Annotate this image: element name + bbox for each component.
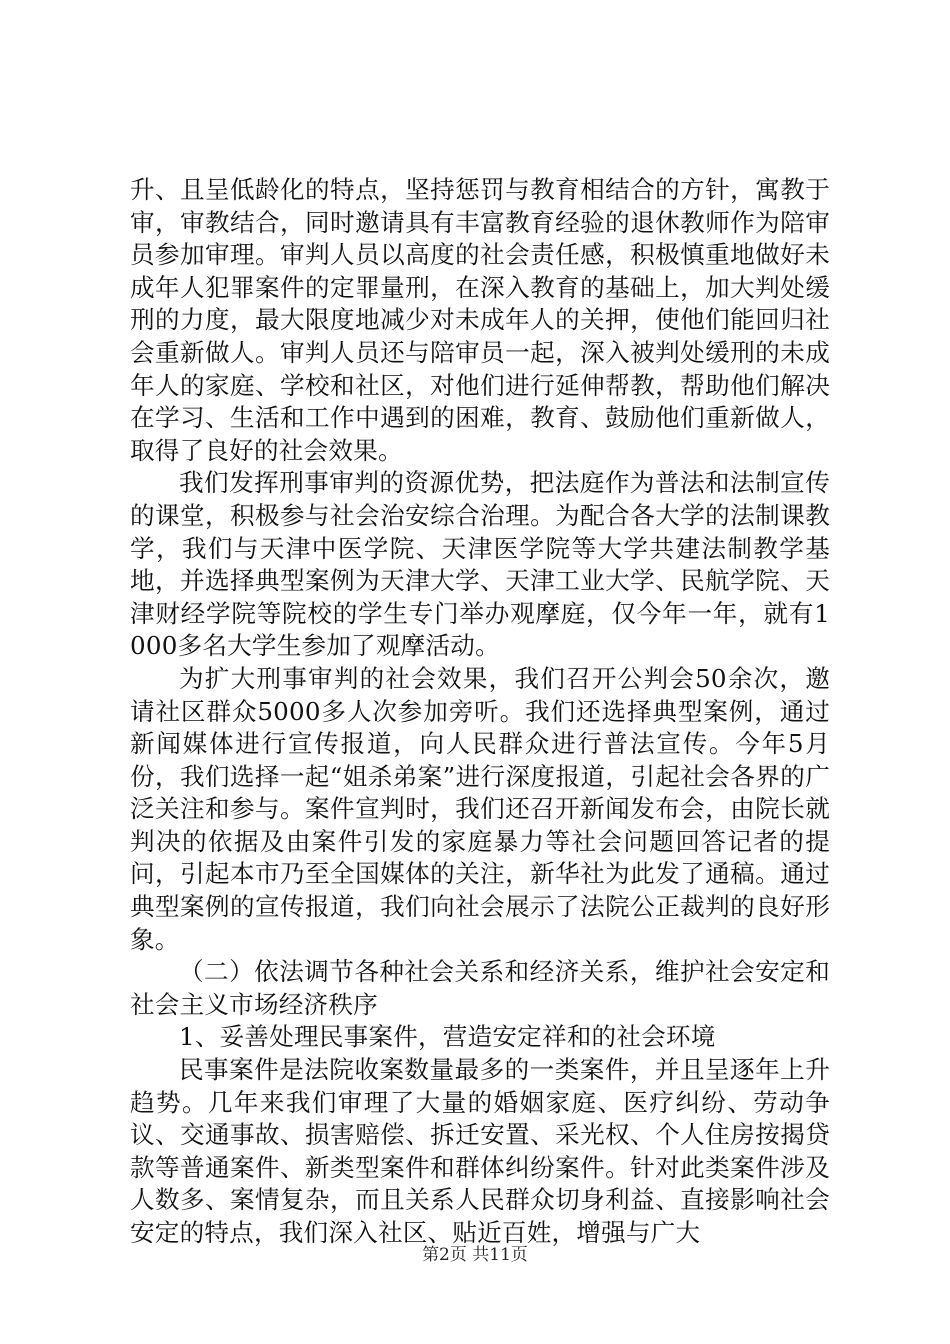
paragraph-public-trials: 为扩大刑事审判的社会效果，我们召开公判会50余次，邀请社区群众5000多人次参加旁听。我们还选择典型案例，通过新闻媒体进行宣传报道，向人民群众进行普法宣传。今年5月份，我们选择一起“姐杀弟案”进行深度报道，引起社会各界的广泛关注和参与。案件宣判时，我们还召开新闻发布会，由院长就判决的依据及由案件引发的家庭暴力等社会问题回答记者的提问，引起本市乃至全国媒体的关注，新华社为此发了通稿。通过典型案例的宣传报道，我们向社会展示了法院公正裁判的良好形象。 xyxy=(130,663,830,954)
subsection-heading: 1、妥善处理民事案件，营造安定祥和的社会环境 xyxy=(179,1022,716,1052)
paragraph-continuation: 升、且呈低龄化的特点，坚持惩罚与教育相结合的方针，寓教于审，审教结合，同时邀请具有丰富教育经验的退休教师作为陪审员参加审理。审判人员以高度的社会责任感，积极慎重地做好未成年人犯罪案件的定罪量刑，在深入教育的基础上，加大判处缓刑的力度，最大限度地减少对未成年人的关押，使他们能回归社会重新做人。审判人员还与陪审员一起，深入被判处缓刑的未成年人的家庭、学校和社区，对他们进行延伸帮教，帮助他们解决在学习、生活和工作中遇到的困难，教育、鼓励他们重新做人，取得了良好的社会效果。 xyxy=(130,175,830,465)
section-heading: （二）依法调节各种社会关系和经济关系，维护社会安定和社会主义市场经济秩序 xyxy=(130,957,830,1019)
document-body xyxy=(130,174,830,1250)
page-number: 第2页 共11页 xyxy=(422,1245,528,1265)
paragraph-legal-education: 我们发挥刑事审判的资源优势，把法庭作为普法和法制宣传的课堂，积极参与社会治安综合治理。为配合各大学的法制课教学，我们与天津中医学院、天津医学院等大学共建法制教学基地，并选择典型案例为天津大学、天津工业大学、民航学院、天津财经学院等院校的学生专门举办观摩庭，仅今年一年，就有1000多名大学生参加了观摩活动。 xyxy=(130,468,830,661)
paragraph-civil-cases: 民事案件是法院收案数量最多的一类案件，并且呈逐年上升趋势。几年来我们审理了大量的婚姻家庭、医疗纠纷、劳动争议、交通事故、损害赔偿、拆迁安置、采光权、个人住房按揭贷款等普通案件、新类型案件和群体纠纷案件。针对此类案件涉及人数多、案情复杂，而且关系人民群众切身利益、直接影响社会安定的特点，我们深入社区、贴近百姓，增强与广大 xyxy=(130,1055,830,1247)
